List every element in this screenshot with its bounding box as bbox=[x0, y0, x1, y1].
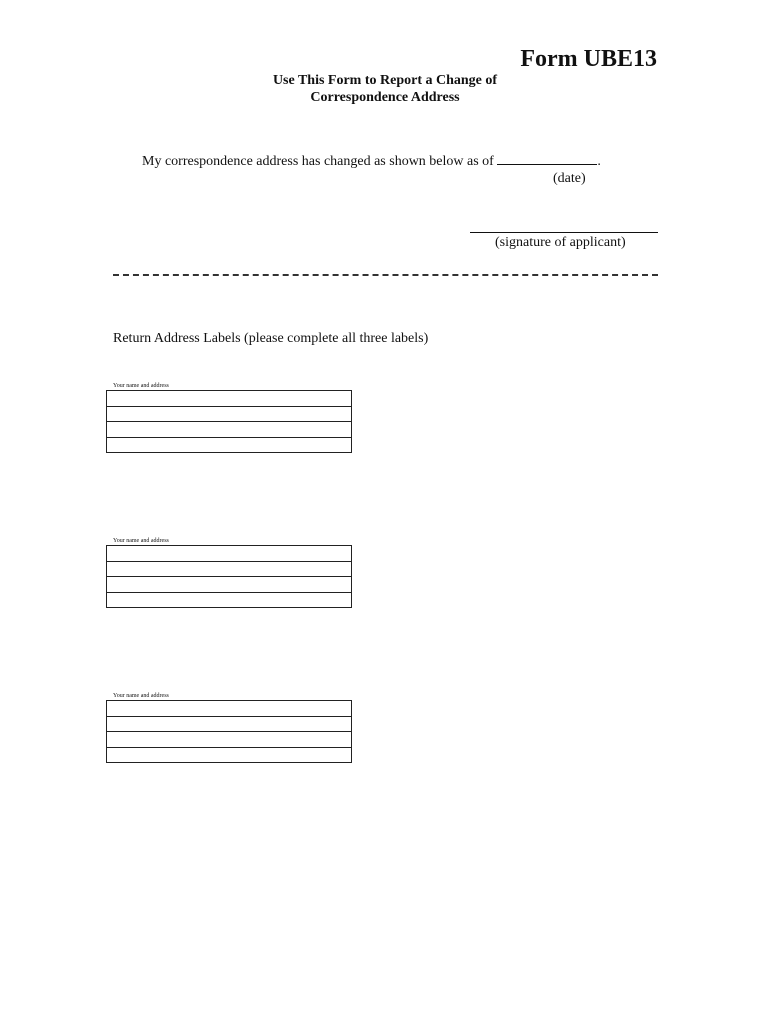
form-heading-line1: Use This Form to Report a Change of bbox=[272, 73, 498, 88]
date-caption: (date) bbox=[553, 171, 586, 186]
label-line[interactable] bbox=[107, 422, 351, 438]
label-caption: Your name and address bbox=[113, 383, 169, 389]
label-line[interactable] bbox=[107, 407, 351, 423]
label-box bbox=[106, 545, 352, 608]
label-line[interactable] bbox=[107, 577, 351, 593]
label-line[interactable] bbox=[107, 717, 351, 733]
address-label-3 bbox=[106, 692, 352, 763]
label-box bbox=[106, 390, 352, 453]
label-line[interactable] bbox=[107, 593, 351, 608]
address-label-1 bbox=[106, 382, 352, 453]
label-line[interactable] bbox=[107, 748, 351, 763]
label-caption: Your name and address bbox=[113, 538, 169, 544]
date-field[interactable] bbox=[497, 152, 597, 165]
signature-field[interactable] bbox=[470, 218, 658, 233]
form-number: Form UBE13 bbox=[520, 46, 657, 72]
statement-period: . bbox=[597, 154, 601, 169]
label-line[interactable] bbox=[107, 701, 351, 717]
labels-heading: Return Address Labels (please complete all three labels) bbox=[113, 331, 429, 346]
label-line[interactable] bbox=[107, 438, 351, 453]
label-line[interactable] bbox=[107, 562, 351, 578]
address-label-2 bbox=[106, 537, 352, 608]
label-box bbox=[106, 700, 352, 763]
form-heading bbox=[0, 72, 770, 106]
label-line[interactable] bbox=[107, 732, 351, 748]
change-statement bbox=[142, 152, 601, 171]
form-heading-line2: Correspondence Address bbox=[310, 90, 460, 105]
signature-caption: (signature of applicant) bbox=[495, 235, 626, 250]
label-line[interactable] bbox=[107, 391, 351, 407]
label-caption: Your name and address bbox=[113, 693, 169, 699]
change-statement-text: My correspondence address has changed as shown below as of bbox=[142, 154, 498, 169]
label-line[interactable] bbox=[107, 546, 351, 562]
cut-line-divider bbox=[113, 274, 658, 276]
